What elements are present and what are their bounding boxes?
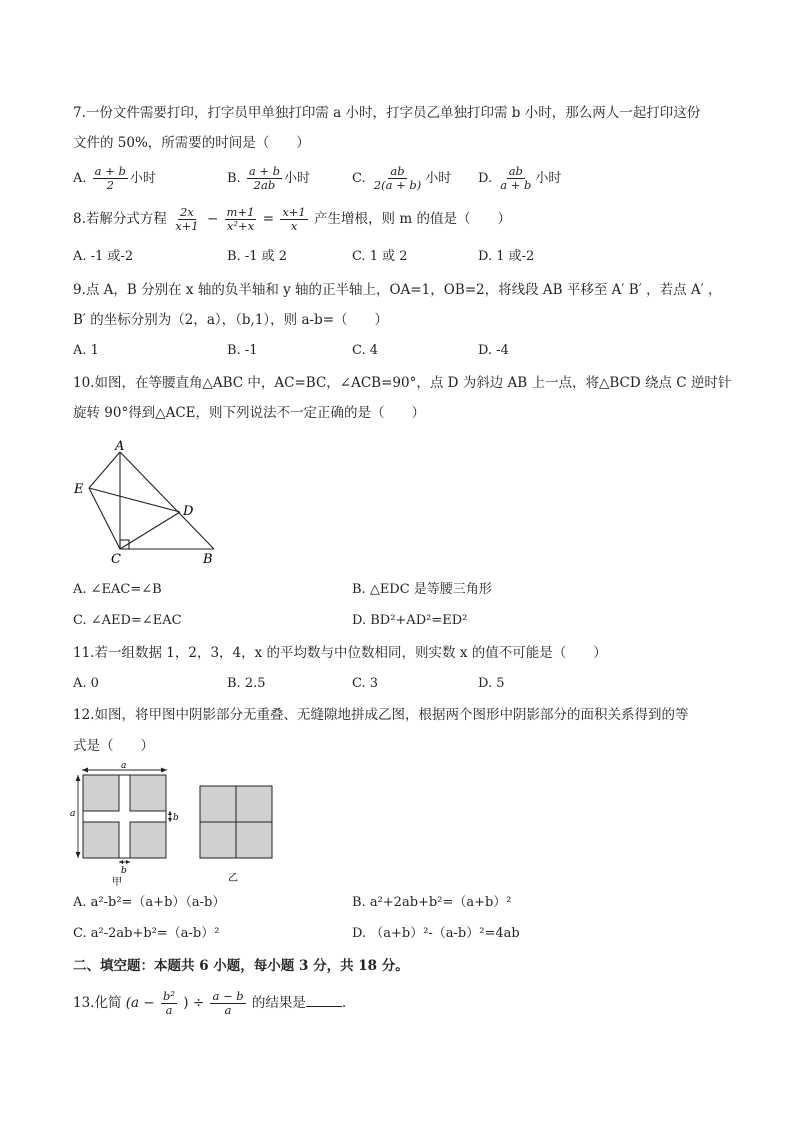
q11-option-d: D. 5 xyxy=(478,676,505,691)
q11-option-a: A. 0 xyxy=(73,676,99,691)
q10-option-a: A. ∠EAC=∠B xyxy=(73,582,162,597)
yi-square-br xyxy=(236,822,272,858)
section-2-heading: 二、填空题：本题共 6 小题，每小题 3 分，共 18 分。 xyxy=(73,958,409,974)
q12-figure-jia xyxy=(66,758,186,886)
q7-option-c: C. $\frac{ab}{2(a + b)}$ 小时 xyxy=(352,164,452,192)
q11-stem: 11.若一组数据 1，2，3，4，x 的平均数与中位数相同，则实数 x 的值不可能是（ ） xyxy=(73,645,607,661)
q8-stem: 8.若解分式方程 $\frac{2x}{x+1}$ − $\frac{m+1}{\text{x²+x}}$ = $\frac{x+1}{x}$ 产生增根，则 m 的值是（ ） xyxy=(73,205,511,233)
q9-option-c: C. 4 xyxy=(352,343,379,358)
q10-stem-line2: 旋转 90°得到△ACE，则下列说法不一定正确的是（ ） xyxy=(73,405,426,421)
dim-b-bottom: b xyxy=(121,866,127,876)
q7-option-a: A. $\frac{a + b}{2}$ 小时 xyxy=(73,164,156,192)
q12-option-b: B. a²+2ab+b²=（a+b）² xyxy=(352,895,512,910)
q11-option-b: B. 2.5 xyxy=(227,676,266,691)
dim-b-right: b xyxy=(173,813,179,823)
q12-figure-yi xyxy=(196,782,280,886)
q9-stem-line2: B′ 的坐标分别为（2，a），（b,1），则 a-b=（ ） xyxy=(73,312,389,328)
yi-square-tr xyxy=(236,786,272,822)
q10-option-d: D. BD²+AD²=ED² xyxy=(352,613,468,628)
shaded-square-tl xyxy=(83,775,119,811)
shaded-square-bl xyxy=(83,822,119,858)
shaded-square-br xyxy=(130,822,166,858)
q10-option-b: B. △EDC 是等腰三角形 xyxy=(352,582,492,597)
label-b: B xyxy=(203,552,213,567)
q12-stem-line1: 12.如图，将甲图中阴影部分无重叠、无缝隙地拼成乙图，根据两个图形中阴影部分的面积关系得到的等 xyxy=(73,707,689,723)
q11-option-c: C. 3 xyxy=(352,676,379,691)
q8-option-a: A. -1 或-2 xyxy=(73,249,134,264)
q10-stem-line1: 10.如图，在等腰直角△ABC 中，AC=BC，∠ACB=90°，点 D 为斜边 AB 上一点，将△BCD 绕点 C 逆时针 xyxy=(73,375,732,391)
segment-ec xyxy=(89,488,120,549)
label-e: E xyxy=(74,482,84,497)
dim-a-top: a xyxy=(121,761,127,771)
label-a: A xyxy=(115,439,125,454)
q10-option-c: C. ∠AED=∠EAC xyxy=(73,613,182,628)
yi-square-bl xyxy=(200,822,236,858)
yi-square-tl xyxy=(200,786,236,822)
q7-stem-line2: 文件的 50%，所需要的时间是（ ） xyxy=(73,135,310,151)
q7-option-b: B. $\frac{a + b}{2ab}$ 小时 xyxy=(227,164,311,192)
q9-option-b: B. -1 xyxy=(227,343,258,358)
label-d: D xyxy=(183,504,194,519)
q8-option-d: D. 1 或-2 xyxy=(478,249,535,264)
label-jia: 甲 xyxy=(112,877,122,886)
answer-blank[interactable] xyxy=(306,994,342,1007)
segment-ab xyxy=(120,452,214,549)
label-c: C xyxy=(111,552,121,567)
q8-option-c: C. 1 或 2 xyxy=(352,249,408,264)
q12-stem-line2: 式是（ ） xyxy=(73,738,154,754)
segment-ea xyxy=(89,452,120,488)
q8-option-b: B. -1 或 2 xyxy=(227,249,288,264)
q7-option-d: D. $\frac{ab}{a + b}$ 小时 xyxy=(478,164,562,192)
q12-option-a: A. a²-b²=（a+b）（a-b） xyxy=(73,895,226,910)
q7-stem-line1: 7.一份文件需要打印，打字员甲单独打印需 a 小时，打字员乙单独打印需 b 小时，那么两人一起打印这份 xyxy=(73,105,701,121)
q9-option-a: A. 1 xyxy=(73,343,99,358)
q9-option-d: D. -4 xyxy=(478,343,509,358)
q10-triangle-figure xyxy=(68,436,228,570)
q9-stem-line1: 9.点 A，B 分别在 x 轴的负半轴和 y 轴的正半轴上，OA=1，OB=2，将线段 AB 平移至 A′ B′ ，若点 A′ ， xyxy=(73,282,722,298)
dim-a-left: a xyxy=(70,809,76,819)
shaded-square-tr xyxy=(130,775,166,811)
q13-stem: 13.化简 (a − $\frac{\text{b²}}{a}$ ) ÷ $\frac{a - b}{a}$ 的结果是 . xyxy=(73,989,347,1017)
label-yi: 乙 xyxy=(228,873,238,884)
q12-option-c: C. a²-2ab+b²=（a-b）² xyxy=(73,926,220,941)
q12-option-d: D. （a+b）²-（a-b）²=4ab xyxy=(352,926,520,941)
